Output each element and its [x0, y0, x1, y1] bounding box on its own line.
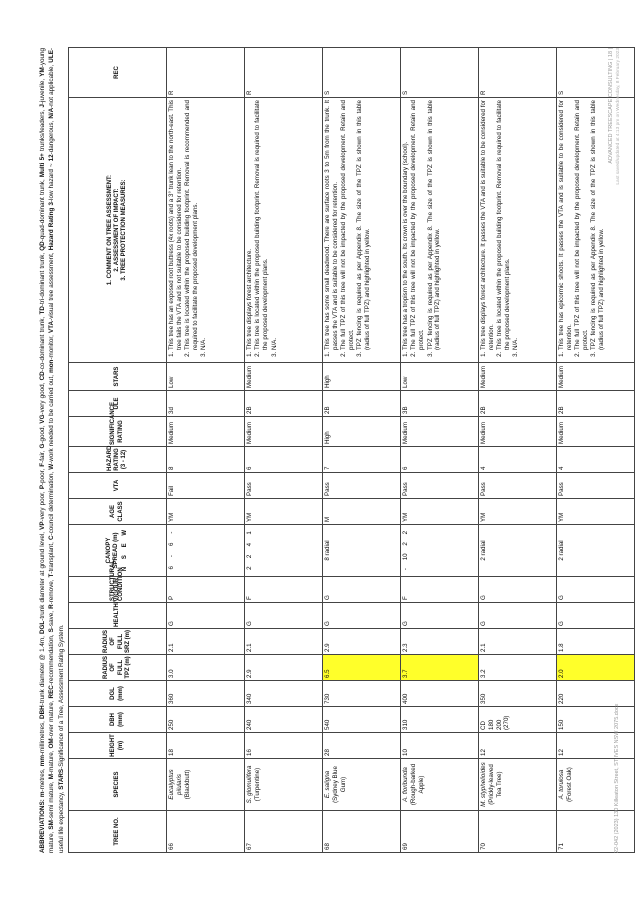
comments — [557, 98, 635, 363]
species-latin: A. floribunda — [402, 767, 409, 802]
species — [245, 759, 323, 811]
species — [557, 759, 635, 811]
abbrev-value: -millimetres, — [39, 718, 46, 756]
species-common: (Sydney Blue Gum) — [331, 766, 347, 803]
ule: 2B — [323, 391, 401, 417]
health-vigour: G — [557, 603, 635, 629]
tpz-radius: 2.0 — [557, 655, 635, 681]
significance-rating: Medium — [557, 417, 635, 447]
hazard-rating: 6 — [245, 447, 323, 473]
abbrev-key: S — [48, 628, 56, 633]
canopy-value: 2 — [402, 530, 409, 535]
abbrev-value: -trunk diameter @ 1.4m, — [39, 634, 46, 706]
species-common: (Prickly-leaved Tea Tree) — [487, 764, 503, 805]
srz-radius: 2.1 — [245, 629, 323, 655]
ule: 2B — [479, 391, 557, 417]
dbh: 150 — [557, 707, 635, 733]
age-class: YM — [167, 499, 245, 525]
canopy-spread: 2 radial — [479, 525, 557, 577]
canopy-value: 1 — [246, 531, 253, 535]
header-stars: STARS — [69, 363, 167, 391]
abbrev-value: -useful life expectancy, — [48, 47, 65, 853]
abbrev-value: -trunk diameter at ground level, — [39, 529, 46, 621]
abbrev-value: -mature, — [48, 748, 56, 774]
dgl: 730 — [323, 681, 401, 707]
species — [479, 759, 557, 811]
abbrev-key: P — [39, 484, 46, 490]
abbrev-value: -very poor, — [39, 489, 46, 522]
abbrev-key: DBH — [39, 705, 46, 719]
stars: Low — [167, 363, 245, 391]
species-latin: E. saligna — [324, 770, 331, 799]
abbrev-key: YM — [39, 67, 46, 77]
comments-list — [480, 100, 520, 360]
header-vta: VTA — [69, 473, 167, 499]
vta: Pass — [557, 473, 635, 499]
age-class: YM — [479, 499, 557, 525]
abbreviations-label: ABBREVIATIONS: — [39, 799, 46, 853]
abbrev-key: J — [39, 104, 46, 108]
header-dbh: DBH (mm) — [69, 707, 167, 733]
tpz-radius: 3.0 — [167, 655, 245, 681]
comments — [479, 98, 557, 363]
abbrev-value: -fair, — [39, 448, 46, 463]
abbrev-key: DGL — [39, 620, 46, 635]
comments — [401, 98, 479, 363]
abbrev-key: W — [48, 463, 56, 470]
abbrev-value: -dangerous, — [48, 118, 56, 155]
comments-list — [324, 100, 372, 360]
hazard-rating: 7 — [323, 447, 401, 473]
abbrev-value: -save, — [48, 608, 56, 629]
header-comments-3: 3. TREE PROTECTION MEASURES: — [121, 179, 128, 281]
abbrev-value: -monitor, — [48, 333, 56, 360]
header-canopy-n: N — [121, 566, 128, 572]
vta: Pass — [479, 473, 557, 499]
srz-radius: 1.8 — [557, 629, 635, 655]
abbrev-key: OM — [48, 738, 56, 749]
abbreviations-items — [39, 48, 65, 853]
structural-condition: G — [479, 577, 557, 603]
dbh-line: (270) — [503, 715, 511, 730]
abbrev-key: CD — [39, 371, 46, 381]
dbh: 240 — [245, 707, 323, 733]
age-class: YM — [245, 499, 323, 525]
abbrev-key: Hazard Rating 3 — [48, 202, 56, 251]
age-class: YM — [401, 499, 479, 525]
table-row — [323, 48, 401, 853]
species-common: (Forest Oak) — [565, 767, 573, 802]
dbh: 540 — [323, 707, 401, 733]
table-header-row — [69, 48, 167, 853]
height: 18 — [167, 733, 245, 759]
ule: 2B — [245, 391, 323, 417]
srz-radius: 2.1 — [479, 629, 557, 655]
header-srz: RADIUS OF FULL SRZ (m) — [69, 629, 167, 655]
abbrev-key: TD — [39, 306, 46, 315]
dbh-line: 180 — [487, 719, 495, 730]
abbrev-key: Multi 5+ — [39, 153, 46, 178]
canopy-value: 2 — [246, 566, 253, 570]
comment-item: 1. This tree displays forest architecture. — [246, 100, 254, 350]
comments-list — [558, 100, 606, 360]
abbrev-key: G — [39, 443, 46, 449]
canopy-value: 2 — [246, 554, 253, 559]
canopy-value: 6 — [168, 566, 175, 570]
species-common: (Blackbutt) — [183, 769, 191, 800]
header-comments-2: 2. ASSESSMENT OF IMPACT: — [113, 188, 120, 272]
tpz-radius: 3.7 — [401, 655, 479, 681]
footer-filename: 22-042 (2023) 130 Killeaton Street, ST IVES NSW 2075.docx — [614, 703, 620, 853]
canopy-value: - — [168, 555, 175, 558]
tree-no: 66 — [167, 811, 245, 853]
comments — [323, 98, 401, 363]
abbrev-key: N/A — [48, 107, 56, 119]
height: 16 — [245, 733, 323, 759]
abbrev-key: m — [39, 791, 46, 798]
dbh: 310 — [401, 707, 479, 733]
comments-list — [402, 100, 442, 360]
health-vigour: G — [401, 603, 479, 629]
canopy-spread — [401, 525, 479, 577]
comments-list — [246, 100, 278, 360]
header-dgl: DGL (mm) — [69, 681, 167, 707]
abbrev-key: VP — [39, 521, 46, 530]
species — [323, 759, 401, 811]
header-significance: SIGNIFICANCE RATING — [69, 417, 167, 447]
recommendation: R — [167, 48, 245, 98]
dbh — [479, 707, 557, 733]
comment-item: 1. This tree has epicormic shoots. It passes the VTA and is suitable to be considered for retention. — [558, 100, 574, 350]
abbrev-value: trunks/leaders, — [39, 107, 46, 154]
dgl: 350 — [479, 681, 557, 707]
recommendation: R — [245, 48, 323, 98]
abbrev-value: -semi mature, — [48, 779, 56, 821]
species-latin: A. torulosa — [558, 769, 565, 800]
abbrev-value: -low hazard ~ — [48, 161, 56, 203]
table-row — [479, 48, 557, 853]
canopy-spread: 2 radial — [557, 525, 635, 577]
srz-radius: 2.1 — [167, 629, 245, 655]
abbrev-key: T — [48, 573, 56, 578]
header-canopy-e: E — [121, 543, 128, 548]
abbrev-key: M — [48, 773, 56, 780]
comments — [245, 98, 323, 363]
tree-assessment-table — [68, 47, 635, 853]
abbrev-key: STARS — [57, 768, 65, 790]
abbrev-key: VG — [39, 414, 46, 424]
abbrev-value: -over mature, — [48, 698, 56, 739]
structural-condition: F — [401, 577, 479, 603]
header-canopy — [69, 525, 167, 577]
species-latin: Eucalyptus pilularis — [168, 769, 183, 800]
abbrev-value: -transplant, — [48, 540, 56, 574]
abbrev-key: mon — [48, 359, 56, 373]
comment-item: 3. N/A. — [200, 100, 208, 350]
ule: 3B — [401, 391, 479, 417]
comment-item: 2. This tree is located within the proposed building footprint. Removal is recommended and required to facilitate the proposed development plans. — [184, 100, 200, 350]
table-body — [167, 48, 635, 853]
footer-company-page: ADVANCED TREESCAPE CONSULTING | 18 | — [608, 48, 614, 164]
canopy-value: 4 — [246, 542, 253, 547]
stars: Low — [401, 363, 479, 391]
recommendation: S — [401, 48, 479, 98]
header-structural: STRUCTURAL CONDITION — [69, 577, 167, 603]
abbrev-key: SM — [48, 820, 56, 830]
species — [401, 759, 479, 811]
abbrev-value: -metres, — [39, 766, 46, 792]
significance-rating: Medium — [245, 417, 323, 447]
comment-item: 1. This tree has a tropism to the south. Its crown is over the boundary (school). — [402, 100, 410, 350]
stars: Medium — [557, 363, 635, 391]
canopy-value: - — [402, 568, 409, 571]
abbrev-value: -council determination, — [48, 469, 56, 536]
structural-condition: F — [245, 577, 323, 603]
ule: 3d — [167, 391, 245, 417]
header-comments-1: 1. COMMENT ON TREE ASSESSMENT: — [106, 174, 113, 286]
header-health: HEALTH/VIGOUR — [69, 603, 167, 629]
recommendation: S — [557, 48, 635, 98]
dgl: 340 — [245, 681, 323, 707]
significance-rating: Medium — [479, 417, 557, 447]
abbrev-value: -juvenile, — [39, 76, 46, 105]
stars: Medium — [245, 363, 323, 391]
comment-item: 3. TPZ fencing is required as per Appendix 8. The size of the TPZ is shown in this table (radius of full TPZ) and highlighted in yellow. — [590, 100, 606, 350]
comment-item: 3. TPZ fencing is required as per Appendix 8. The size of the TPZ is shown in this table (radius of full TPZ) and highlighted in yellow. — [427, 100, 443, 350]
header-tree-no: TREE NO. — [69, 811, 167, 853]
tree-no: 70 — [479, 811, 557, 853]
canopy-value: 10 — [402, 553, 409, 561]
canopy-value: 2 — [402, 542, 409, 546]
abbrev-key: REC — [48, 685, 56, 699]
header-tpz: RADIUS OF FULL TPZ (m) — [69, 655, 167, 681]
species-common: (Rough-barked Apple) — [409, 763, 425, 806]
header-ule: ULE — [69, 391, 167, 417]
header-age: AGE CLASS — [69, 499, 167, 525]
srz-radius: 2.3 — [401, 629, 479, 655]
header-hazard: HAZARD RATING (3 - 12) — [69, 447, 167, 473]
height: 10 — [401, 733, 479, 759]
tree-no: 67 — [245, 811, 323, 853]
header-canopy-label: CANOPY SPREAD (m) — [106, 532, 120, 569]
srz-radius: 2.9 — [323, 629, 401, 655]
age-class: M — [323, 499, 401, 525]
significance-rating: High — [323, 417, 401, 447]
vta: Pass — [323, 473, 401, 499]
tpz-radius: 3.2 — [479, 655, 557, 681]
canopy-spread — [245, 525, 323, 577]
abbrev-value: -tri-dominant trunk, — [39, 250, 46, 307]
species-latin: S. glomulifera — [246, 765, 253, 804]
tpz-radius: 2.9 — [245, 655, 323, 681]
comment-item: 2. The full TPZ of this tree will not be impacted by the proposed development. Retain and protect. — [410, 100, 426, 350]
abbrev-key: R — [48, 604, 56, 609]
header-species: SPECIES — [69, 759, 167, 811]
abbrev-key: ULE — [48, 50, 56, 63]
health-vigour: G — [323, 603, 401, 629]
table-row — [245, 48, 323, 853]
comment-item: 3. TPZ fencing is required as per Appendix 8. The size of the TPZ is shown in this table (radius of full TPZ) and highlighted in yellow. — [356, 100, 372, 350]
comment-item: 2. The full TPZ of this tree will not be impacted by the proposed development. Retain and protect. — [340, 100, 356, 350]
comment-item: 2. The full TPZ of this tree will not be impacted by the proposed development. Retain and protect. — [574, 100, 590, 350]
comments — [167, 98, 245, 363]
abbrev-value: -very good, — [39, 380, 46, 415]
abbrev-key: F — [39, 462, 46, 467]
table-row — [401, 48, 479, 853]
health-vigour: G — [167, 603, 245, 629]
stars: Medium — [479, 363, 557, 391]
abbrev-value: -quad-dominant trunk, — [39, 177, 46, 242]
significance-rating: Medium — [167, 417, 245, 447]
species-latin: M. styphelioides — [480, 762, 487, 807]
abbrev-key: 12 — [48, 154, 56, 162]
comment-item: 1. This tree has some small deadwood. There are surface roots 3 to 5m from the trunk. It passes the VTA and is suitable to be considered for retention. — [324, 100, 340, 350]
significance-rating: Medium — [401, 417, 479, 447]
tree-no: 71 — [557, 811, 635, 853]
dgl: 360 — [167, 681, 245, 707]
abbrev-value: -not applicable, — [48, 62, 56, 108]
comment-item: 3. N/A. — [271, 100, 279, 350]
height: 12 — [557, 733, 635, 759]
abbrev-value: -remove, — [48, 577, 56, 605]
canopy-value: 6 — [168, 542, 175, 547]
header-rec: REC — [69, 48, 167, 98]
canopy-spread — [167, 525, 245, 577]
comment-item: 2. This tree is located within the proposed building footprint. Removal is required to facilitate the proposed development plans. — [254, 100, 270, 350]
abbrev-value: -good, — [39, 423, 46, 444]
hazard-rating: 6 — [401, 447, 479, 473]
header-canopy-s: S — [121, 555, 128, 560]
tpz-radius: 6.5 — [323, 655, 401, 681]
dbh: 250 — [167, 707, 245, 733]
comment-item: 1. This tree has an exposed root buttress (4x roots) and a 3° trunk lean to the north-east. This tree fails the VTA and is not suitable to be considered for retention. — [168, 100, 184, 350]
abbrev-value: -visual tree assessment, — [48, 250, 56, 321]
header-height: HEIGHT (m) — [69, 733, 167, 759]
abbrev-value: -co-dominant trunk, — [39, 314, 46, 372]
ule: 2B — [557, 391, 635, 417]
dgl: 220 — [557, 681, 635, 707]
dbh-line: 200 — [495, 719, 503, 730]
abbrev-value: -Significance of a Tree, Assessment Rating System. — [57, 624, 65, 769]
structural-condition: G — [323, 577, 401, 603]
species-common: (Turpentine) — [253, 767, 261, 802]
structural-condition: G — [557, 577, 635, 603]
vta: Pass — [245, 473, 323, 499]
comment-item: 3. N/A. — [512, 100, 520, 350]
abbreviations-legend — [38, 48, 66, 853]
recommendation: R — [479, 48, 557, 98]
header-canopy-w: W — [121, 529, 128, 536]
footer-company — [608, 48, 622, 185]
tree-no: 69 — [401, 811, 479, 853]
health-vigour: G — [245, 603, 323, 629]
stars: High — [323, 363, 401, 391]
health-vigour: G — [479, 603, 557, 629]
hazard-rating: 4 — [479, 447, 557, 473]
tree-no: 68 — [323, 811, 401, 853]
dgl: 400 — [401, 681, 479, 707]
footer-last-saved: Last saved/updated at 4:13 pm on Wednesday, 8 February 2023 — [616, 48, 621, 185]
abbrev-value: -poor, — [39, 466, 46, 485]
species — [167, 759, 245, 811]
canopy-spread: 8 radial — [323, 525, 401, 577]
vta: Pass — [401, 473, 479, 499]
table-row — [167, 48, 245, 853]
structural-condition: P — [167, 577, 245, 603]
comments-list — [168, 100, 208, 360]
abbrev-key: QD — [39, 241, 46, 251]
abbrev-value: -young mature, — [39, 47, 56, 853]
canopy-value: - — [168, 531, 175, 534]
vta: Fail — [167, 473, 245, 499]
abbrev-key: C — [48, 535, 56, 540]
recommendation: S — [323, 48, 401, 98]
comment-item: 1. This tree displays forest architecture. It passes the VTA and is suitable to be considered for retention. — [480, 100, 496, 350]
age-class: YM — [557, 499, 635, 525]
abbrev-key: mm — [39, 755, 46, 767]
hazard-rating: 8 — [167, 447, 245, 473]
height: 12 — [479, 733, 557, 759]
abbrev-value: -work needed to be carried out, — [48, 372, 56, 464]
header-comments — [69, 98, 167, 363]
table-row — [557, 48, 635, 853]
dbh-line: CD — [480, 721, 487, 730]
hazard-rating: 4 — [557, 447, 635, 473]
comment-item: 2. This tree is located within the proposed building footprint. Removal is required to facilitate the proposed development plans. — [496, 100, 512, 350]
height: 28 — [323, 733, 401, 759]
abbrev-key: VTA — [48, 320, 56, 334]
abbrev-value: -recommendation, — [48, 632, 56, 686]
